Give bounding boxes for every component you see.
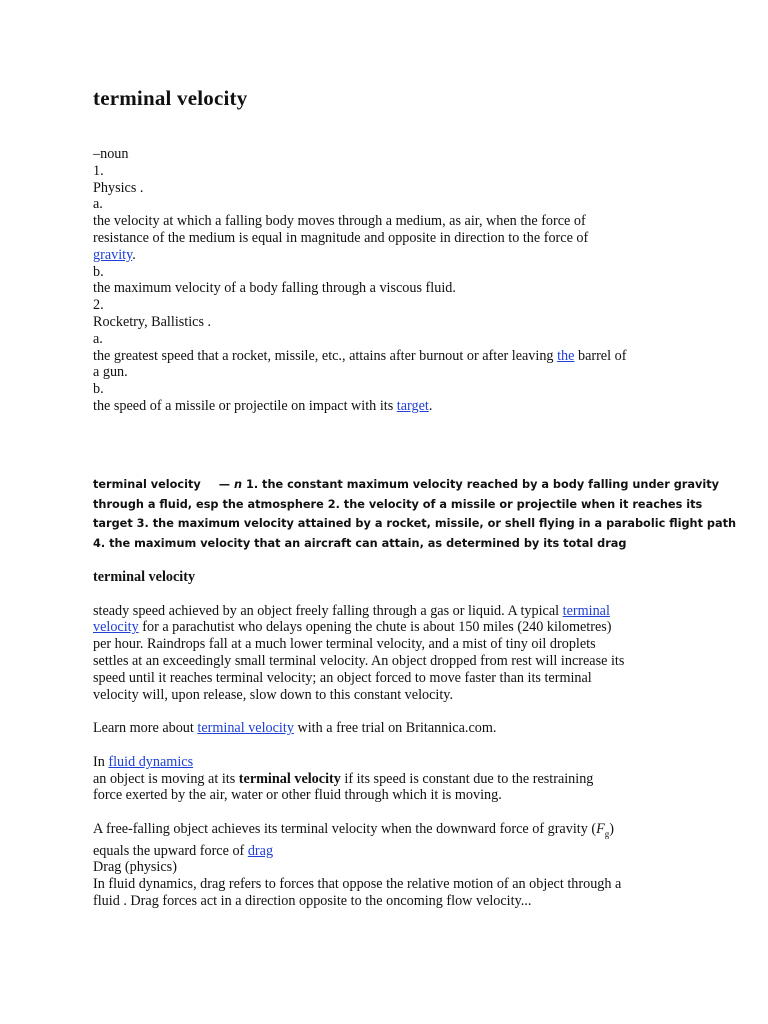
collins-term: terminal velocity <box>93 478 201 491</box>
definition-line: the greatest speed that a rocket, missile, etc., attains after burnout or after leaving the barrel of <box>93 347 627 364</box>
collins-line: target 3. the maximum velocity attained by a rocket, missile, or shell flying in a parabolic flight path <box>93 517 737 530</box>
the-link[interactable]: the <box>557 347 575 364</box>
subsense-b: b. <box>93 381 104 398</box>
paragraph-line: In fluid dynamics <box>93 753 194 770</box>
paragraph-line: force exerted by the air, water or other fluid through which it is moving. <box>93 787 502 804</box>
definition-line: gravity. <box>93 246 136 263</box>
encyclopedia-section <box>93 569 693 910</box>
noun-marker: n <box>233 478 243 491</box>
paragraph-line: fluid . Drag forces act in a direction opposite to the oncoming flow velocity... <box>93 892 532 909</box>
paragraph-line: equals the upward force of drag <box>93 842 274 859</box>
field-label-physics: Physics . <box>93 179 144 196</box>
page-title: terminal velocity <box>93 86 248 110</box>
paragraph-line: settles at an exceedingly small terminal velocity. An object dropped from rest will increase its <box>93 652 625 669</box>
definition-line: the velocity at which a falling body moves through a medium, as air, when the force of <box>93 213 586 230</box>
terminal-velocity-link[interactable]: velocity <box>93 619 139 636</box>
learn-more-line: Learn more about terminal velocity with a free trial on Britannica.com. <box>93 720 497 737</box>
terminal-velocity-link[interactable]: terminal <box>562 602 610 619</box>
drag-link[interactable]: drag <box>247 842 274 859</box>
sense-number-2: 2. <box>93 297 104 314</box>
subsense-b: b. <box>93 263 104 280</box>
definition-line: resistance of the medium is equal in magnitude and opposite in direction to the force of <box>93 229 589 246</box>
paragraph-line: velocity will, upon release, slow down to this constant velocity. <box>93 686 454 703</box>
learn-more-link[interactable]: terminal velocity <box>197 720 294 737</box>
paragraph-line: speed until it reaches terminal velocity; an object forced to move faster than its terminal <box>93 669 592 686</box>
paragraph-line: In fluid dynamics, drag refers to forces that oppose the relative motion of an object through a <box>93 876 622 893</box>
definition-line: a gun. <box>93 364 128 381</box>
drag-title: Drag (physics) <box>93 859 177 876</box>
collins-line: through a fluid, esp the atmosphere 2. the velocity of a missile or projectile when it reaches its <box>93 497 703 511</box>
subsense-a: a. <box>93 196 103 213</box>
gravity-link[interactable]: gravity <box>93 246 133 263</box>
dictionary-entry <box>93 146 693 415</box>
definition-line: the maximum velocity of a body falling through a viscous fluid. <box>93 280 456 297</box>
paragraph-line: velocity for a parachutist who delays opening the chute is about 150 miles (240 kilometres) <box>93 619 612 636</box>
paragraph-line: per hour. Raindrops fall at a much lower terminal velocity, and a mist of tiny oil droplets <box>93 636 596 653</box>
definition-line: the speed of a missile or projectile on impact with its target. <box>93 397 433 414</box>
field-label-rocketry: Rocketry, Ballistics . <box>93 313 212 330</box>
collins-line: 4. the maximum velocity that an aircraft can attain, as determined by its total drag <box>93 536 627 550</box>
subsense-a: a. <box>93 330 103 347</box>
section-heading: terminal velocity <box>93 569 196 585</box>
part-of-speech: –noun <box>93 146 129 162</box>
collins-line: terminal velocity — n 1. the constant maximum velocity reached by a body falling under gravity <box>93 478 719 491</box>
sense-number-1: 1. <box>93 162 104 179</box>
paragraph-line: steady speed achieved by an object freely falling through a gas or liquid. A typical terminal <box>93 602 610 619</box>
paragraph-line: A free-falling object achieves its terminal velocity when the downward force of gravity $(F_g)$ <box>93 820 614 839</box>
fluid-dynamics-link[interactable]: fluid dynamics <box>108 753 194 770</box>
target-link[interactable]: target <box>396 397 429 414</box>
collins-definition <box>93 475 737 553</box>
paragraph-line: an object is moving at its terminal velocity if its speed is constant due to the restraining <box>93 770 594 787</box>
